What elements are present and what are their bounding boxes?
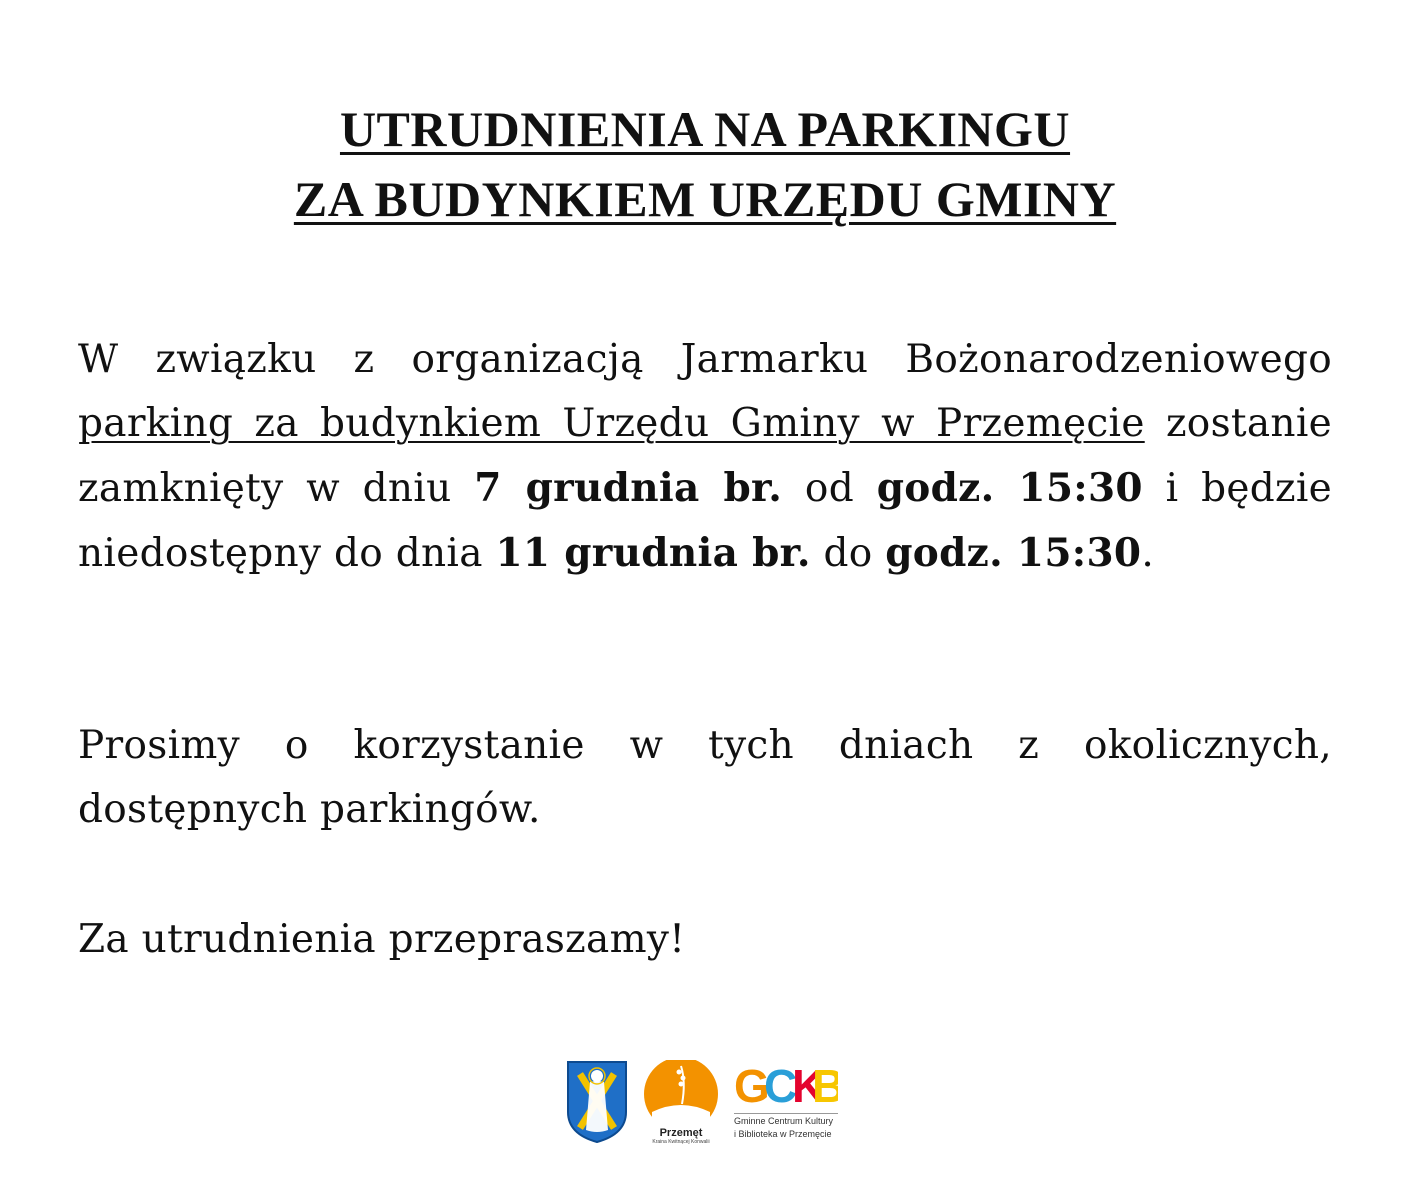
paragraph1-text-6: do (810, 531, 886, 576)
paragraph1-text-7: . (1141, 531, 1155, 576)
title-line-1: UTRUDNIENIA NA PARKINGU (339, 101, 1071, 157)
paragraph1-text-5: i będzie niedostępny do dnia (78, 466, 1332, 576)
closure-date: 7 grudnia br. (474, 465, 783, 511)
closure-time: godz. 15:30 (876, 465, 1143, 511)
svg-text:G: G (734, 1060, 770, 1108)
paragraph1-text-3: zostanie zamknięty w dniu (78, 401, 1332, 511)
svg-text:B: B (812, 1060, 838, 1108)
request-paragraph: Prosimy o korzystanie w tych dniach z okolicznych, dostępnych parkingów. (78, 723, 1332, 832)
gckb-line-2: i Biblioteka w Przemęcie (734, 1129, 832, 1139)
gckb-line-1: Gminne Centrum Kultury (734, 1116, 834, 1126)
gckb-logo (734, 1060, 844, 1140)
przemet-tagline: Kraina Kwitnącej Konwalii (652, 1139, 710, 1145)
page-title (0, 94, 1410, 234)
reopen-time: godz. 15:30 (885, 530, 1142, 576)
parking-location: parking za budynkiem Urzędu Gminy w Przemęcie (78, 401, 1145, 446)
announcement-paragraph (78, 328, 1332, 586)
przemet-logo-icon (642, 1060, 720, 1122)
reopen-date: 11 grudnia br. (495, 530, 811, 576)
svg-text:K: K (792, 1060, 826, 1108)
svg-text:C: C (764, 1060, 798, 1108)
paragraph1-text-4: od (782, 466, 877, 511)
gckb-letters-icon (734, 1060, 838, 1108)
przemet-logo (642, 1060, 720, 1145)
logos-footer (566, 1060, 844, 1150)
apology-paragraph: Za utrudnienia przepraszamy! (78, 917, 686, 962)
przemet-name: Przemęt (659, 1127, 703, 1139)
paragraph1-text-1: W związku z organizacją Jarmarku Bożonarodzeniowego (78, 337, 1332, 382)
title-line-2: ZA BUDYNKIEM URZĘDU GMINY (293, 171, 1117, 227)
coat-of-arms-icon (566, 1060, 628, 1144)
